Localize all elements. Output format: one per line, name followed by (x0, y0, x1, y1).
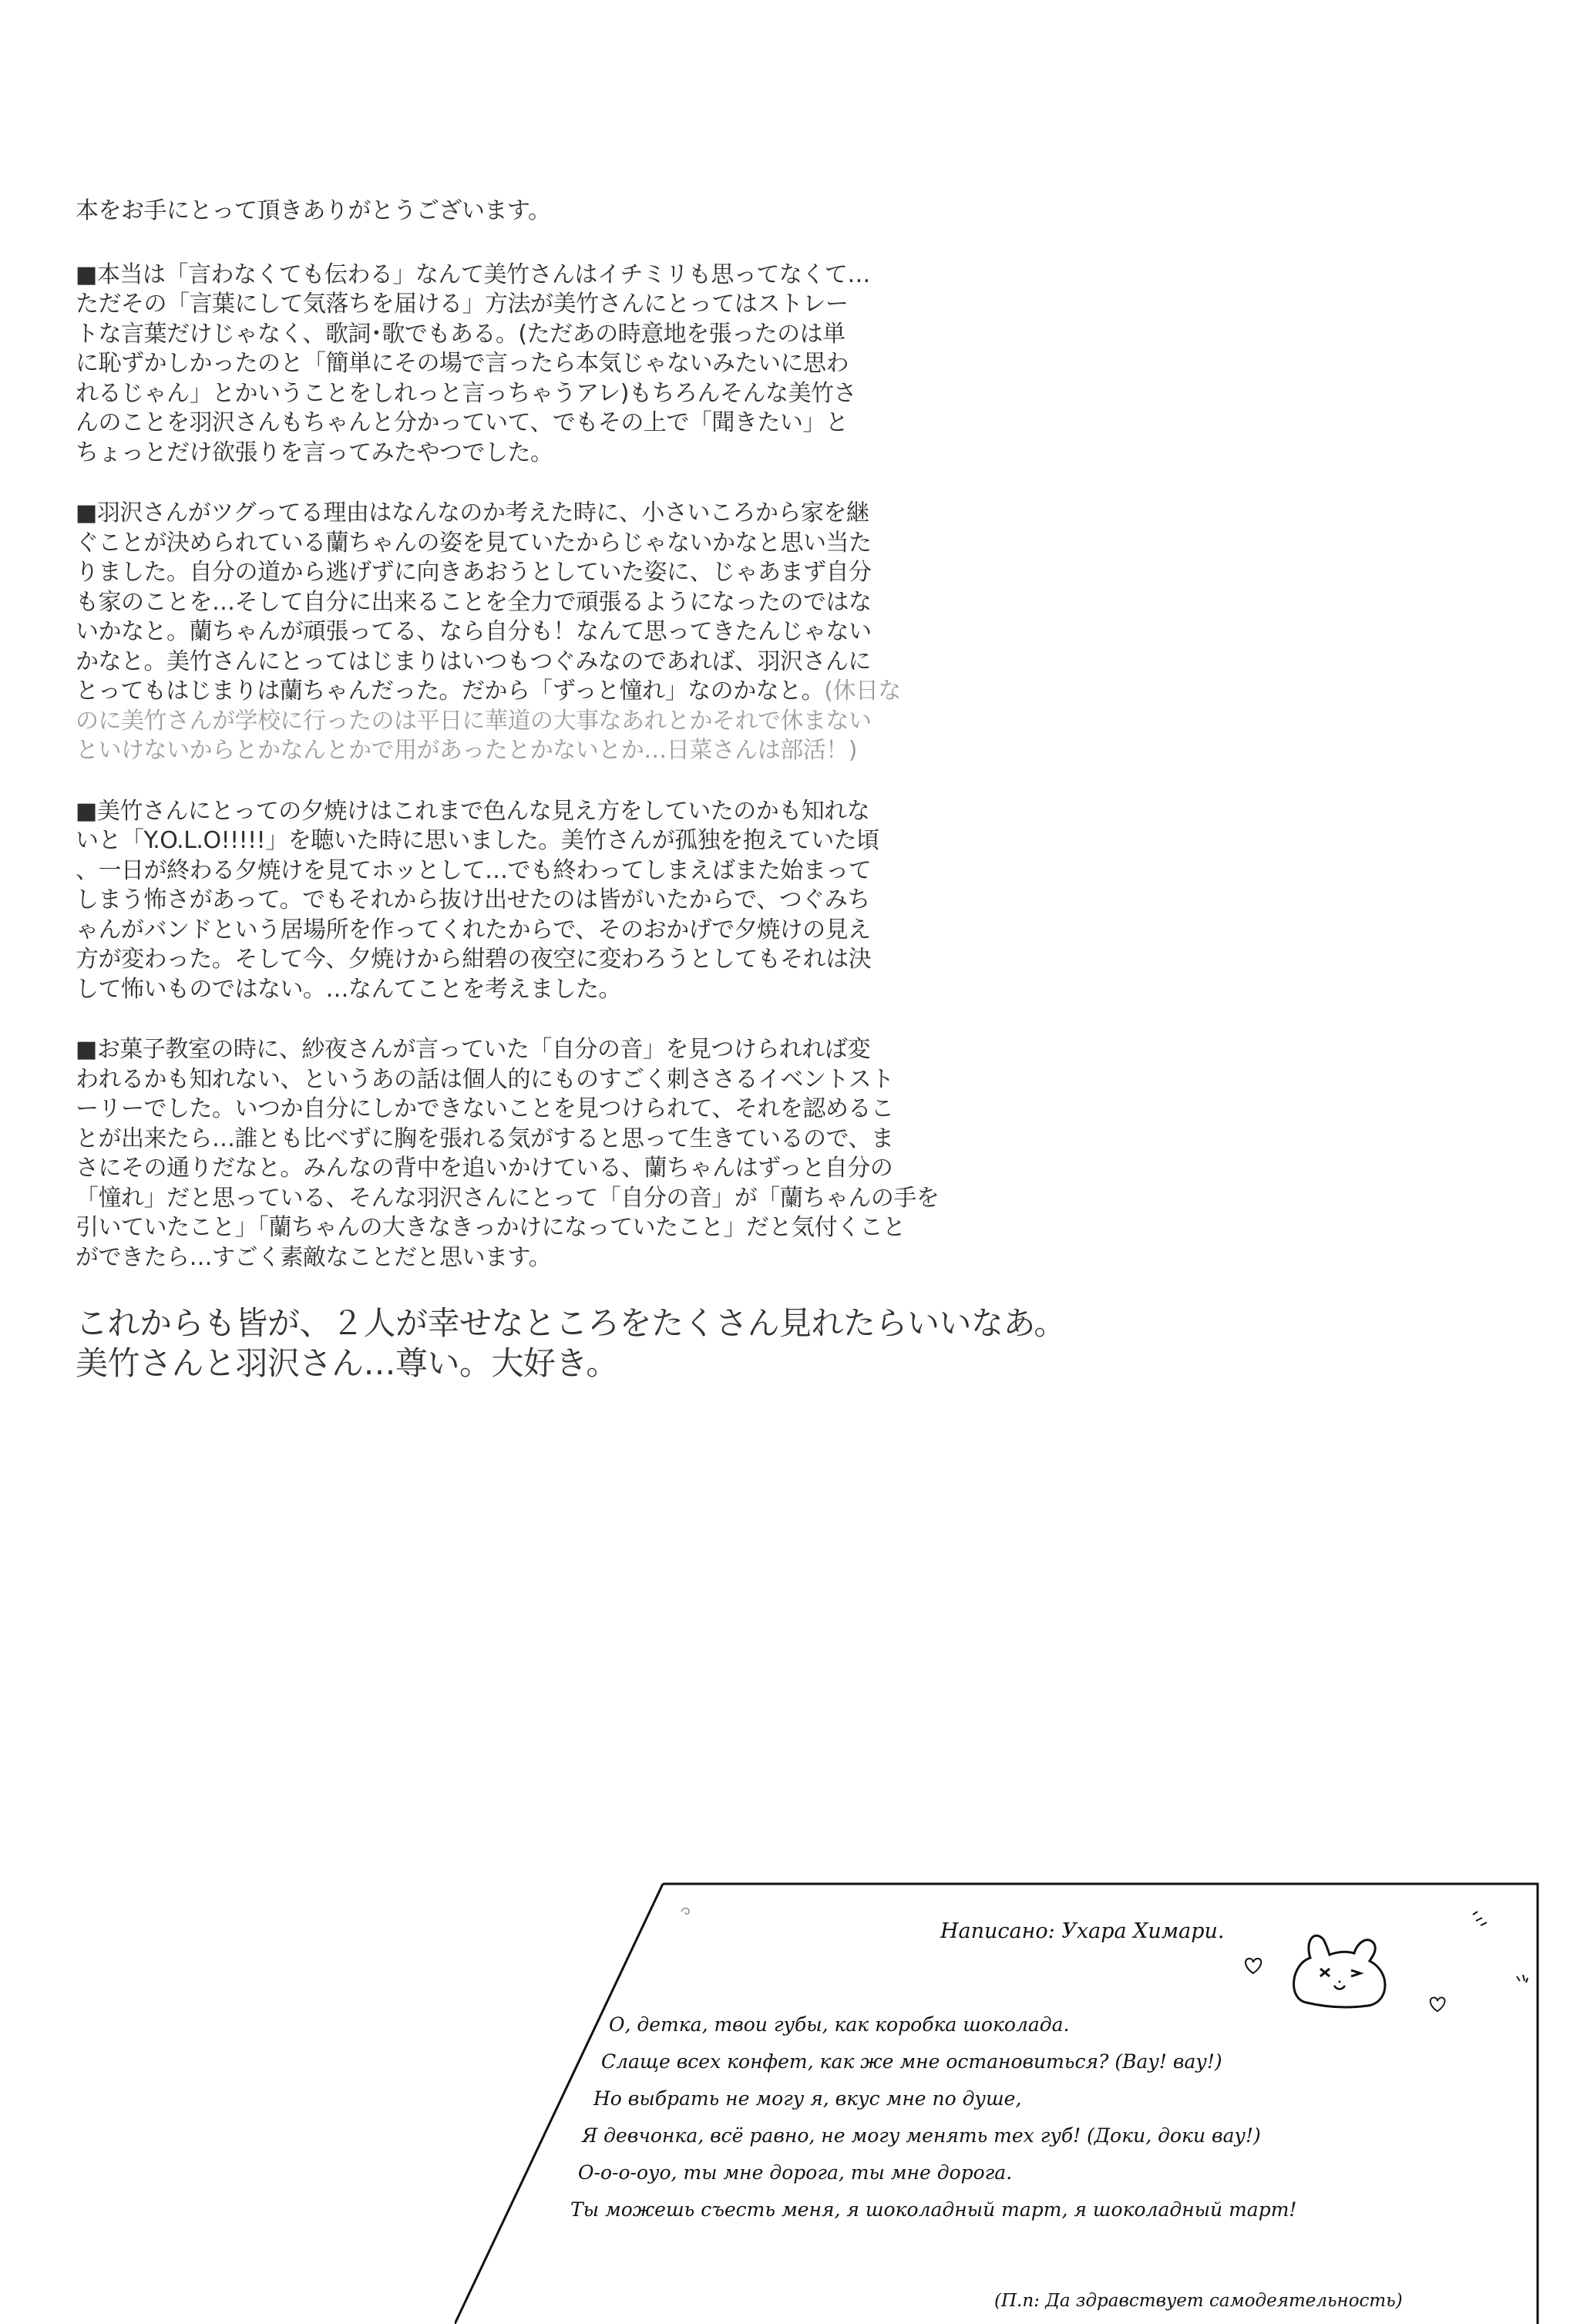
text-line: ゃんがバンドという居場所を作ってくれたからで、そのおかげで夕焼けの見え (76, 916, 871, 943)
lyric-line: Ты можешь съесть меня, я шоколадный тарт, я шоколадный тарт! (570, 2198, 1297, 2221)
text-line: んのことを羽沢さんもちゃんと分かっていて、でもその上で「聞きたい」と (76, 409, 849, 436)
text-line: ■美竹さんにとっての夕焼けはこれまで色んな見え方をしていたのかも知れな (76, 797, 870, 825)
text-line: 「憧れ」だと思っている、そんな羽沢さんにとって「自分の音」が「蘭ちゃんの手を (76, 1184, 940, 1212)
lyric-line: О, детка, твои губы, как коробка шоколада. (609, 2013, 1070, 2036)
text-line (76, 677, 1155, 707)
closing-line: これからも皆が、２人が幸せなところをたくさん見れたらいいなあ。 (76, 1304, 1066, 1342)
text-line: ただその「言葉にして気落ちを届ける」方法が美竹さんにとってはストレー (76, 291, 849, 318)
text-line: ちょっとだけ欲張りを言ってみたやつでした。 (76, 439, 553, 466)
translated-lyrics (570, 2006, 1297, 2228)
closing-message (76, 1303, 1155, 1384)
faded-aside-text: のに美竹さんが学校に行ったのは平日に華道の大事なあれとかそれで休まない (76, 707, 872, 735)
text-line: かなと。美竹さんにとってはじまりはいつもつぐみなのであれば、羽沢さんに (76, 647, 871, 675)
afterword-intro: 本をお手にとって頂きありがとうございます。 (76, 197, 551, 224)
afterword-section-3 (76, 797, 1155, 1005)
text-line: 引いていたこと」「蘭ちゃんの大きなきっかけになっていたこと」だと気付くこと (76, 1214, 906, 1241)
lyric-line: Я девчонка, всё равно, не могу менять тех губ! (Доки, доки вау!) (582, 2124, 1261, 2147)
text-line: れるじゃん」とかいうことをしれっと言っちゃうアレ)もちろんそんな美竹さ (76, 379, 857, 407)
translator-credit: Написано: Ухара Химари. (940, 1919, 1225, 1943)
lyric-line: Но выбрать не могу я, вкус мне по душе, (593, 2087, 1022, 2110)
text-line: いと「Y.O.L.O!!!!!」を聴いた時に思いました。美竹さんが孤独を抱えていた頃 (76, 827, 879, 854)
text-line: りました。自分の道から逃げずに向きあおうとしていた姿に、じゃあまず自分 (76, 559, 872, 586)
text-line: ができたら…すごく素敵なことだと思います。 (76, 1243, 552, 1271)
afterword (76, 197, 1155, 1384)
text-line: も家のことを…そして自分に出来ることを全力で頑張るようになったのではな (76, 588, 872, 616)
bunny-doodle-icon (1283, 1925, 1399, 2018)
text-line: ■お菓子教室の時に、紗夜さんが言っていた「自分の音」を見つけられれば変 (76, 1036, 870, 1063)
text-line: ■羽沢さんがツグってる理由はなんなのか考えた時に、小さいころから家を継 (76, 499, 869, 526)
afterword-section-4 (76, 1035, 1155, 1273)
text-line: さにその通りだなと。みんなの背中を追いかけている、蘭ちゃんはずっと自分の (76, 1155, 893, 1182)
text-line: しまう怖さがあって。でもそれから抜け出せたのは皆がいたからで、つぐみち (76, 886, 870, 913)
text-line: トな言葉だけじゃなく、歌詞･歌でもある。(ただあの時意地を張ったのは単 (76, 320, 846, 348)
text-line: われるかも知れない、というあの話は個人的にものすごく刺ささるイベントスト (76, 1065, 894, 1093)
closing-line: 美竹さんと羽沢さん…尊い。大好き。 (76, 1344, 618, 1382)
text-line: に恥ずかしかったのと「簡単にその場で言ったら本気じゃないみたいに思わ (76, 350, 849, 377)
sparkle-doodle-icon (1511, 1972, 1532, 1992)
text-line: 方が変わった。そして今、夕焼けから紺碧の夜空に変わろうとしてもそれは決 (76, 946, 872, 973)
faded-aside-text: といけないからとかなんとかで用があったとかないとか…日菜さんは部活！) (76, 737, 857, 764)
text-line: ■本当は「言わなくても伝わる」なんて美竹さんはイチミリも思ってなくて… (76, 261, 870, 288)
afterword-section-1 (76, 261, 1155, 469)
sparkle-doodle-icon (1468, 1907, 1491, 1930)
lyric-line: О-о-о-оуо, ты мне дорога, ты мне дорога. (578, 2161, 1013, 2184)
translator-note-card (455, 1881, 1570, 2324)
text-line: いかなと。蘭ちゃんが頑張ってる、なら自分も！なんて思ってきたんじゃない (76, 618, 872, 645)
faded-aside-text: (休日な (824, 678, 901, 705)
heart-doodle-icon (1242, 1956, 1264, 1975)
text-line: して怖いものではない。…なんてことを考えました。 (76, 975, 621, 1003)
text-line: ぐことが決められている蘭ちゃんの姿を見ていたからじゃないかなと思い当た (76, 529, 872, 557)
afterword-section-2 (76, 499, 1155, 766)
text-line-main: とってもはじまりは蘭ちゃんだった。だから「ずっと憧れ」なのかなと。 (76, 678, 825, 705)
swirl-doodle-icon (678, 1904, 694, 1919)
translator-footnote: (П.п: Да здравствует самодеятельность) (994, 2291, 1403, 2311)
text-line: 、一日が終わる夕焼けを見てホッとして…でも終わってしまえばまた始まって (76, 856, 872, 884)
lyric-line: Слаще всех конфет, как же мне остановиться? (Вау! вау!) (601, 2050, 1222, 2073)
heart-doodle-icon (1427, 1995, 1447, 2013)
text-line: とが出来たら…誰とも比べずに胸を張れる気がすると思って生きているので、ま (76, 1125, 894, 1152)
text-line: ーリーでした。いつか自分にしかできないことを見つけられて、それを認めるこ (76, 1095, 894, 1122)
